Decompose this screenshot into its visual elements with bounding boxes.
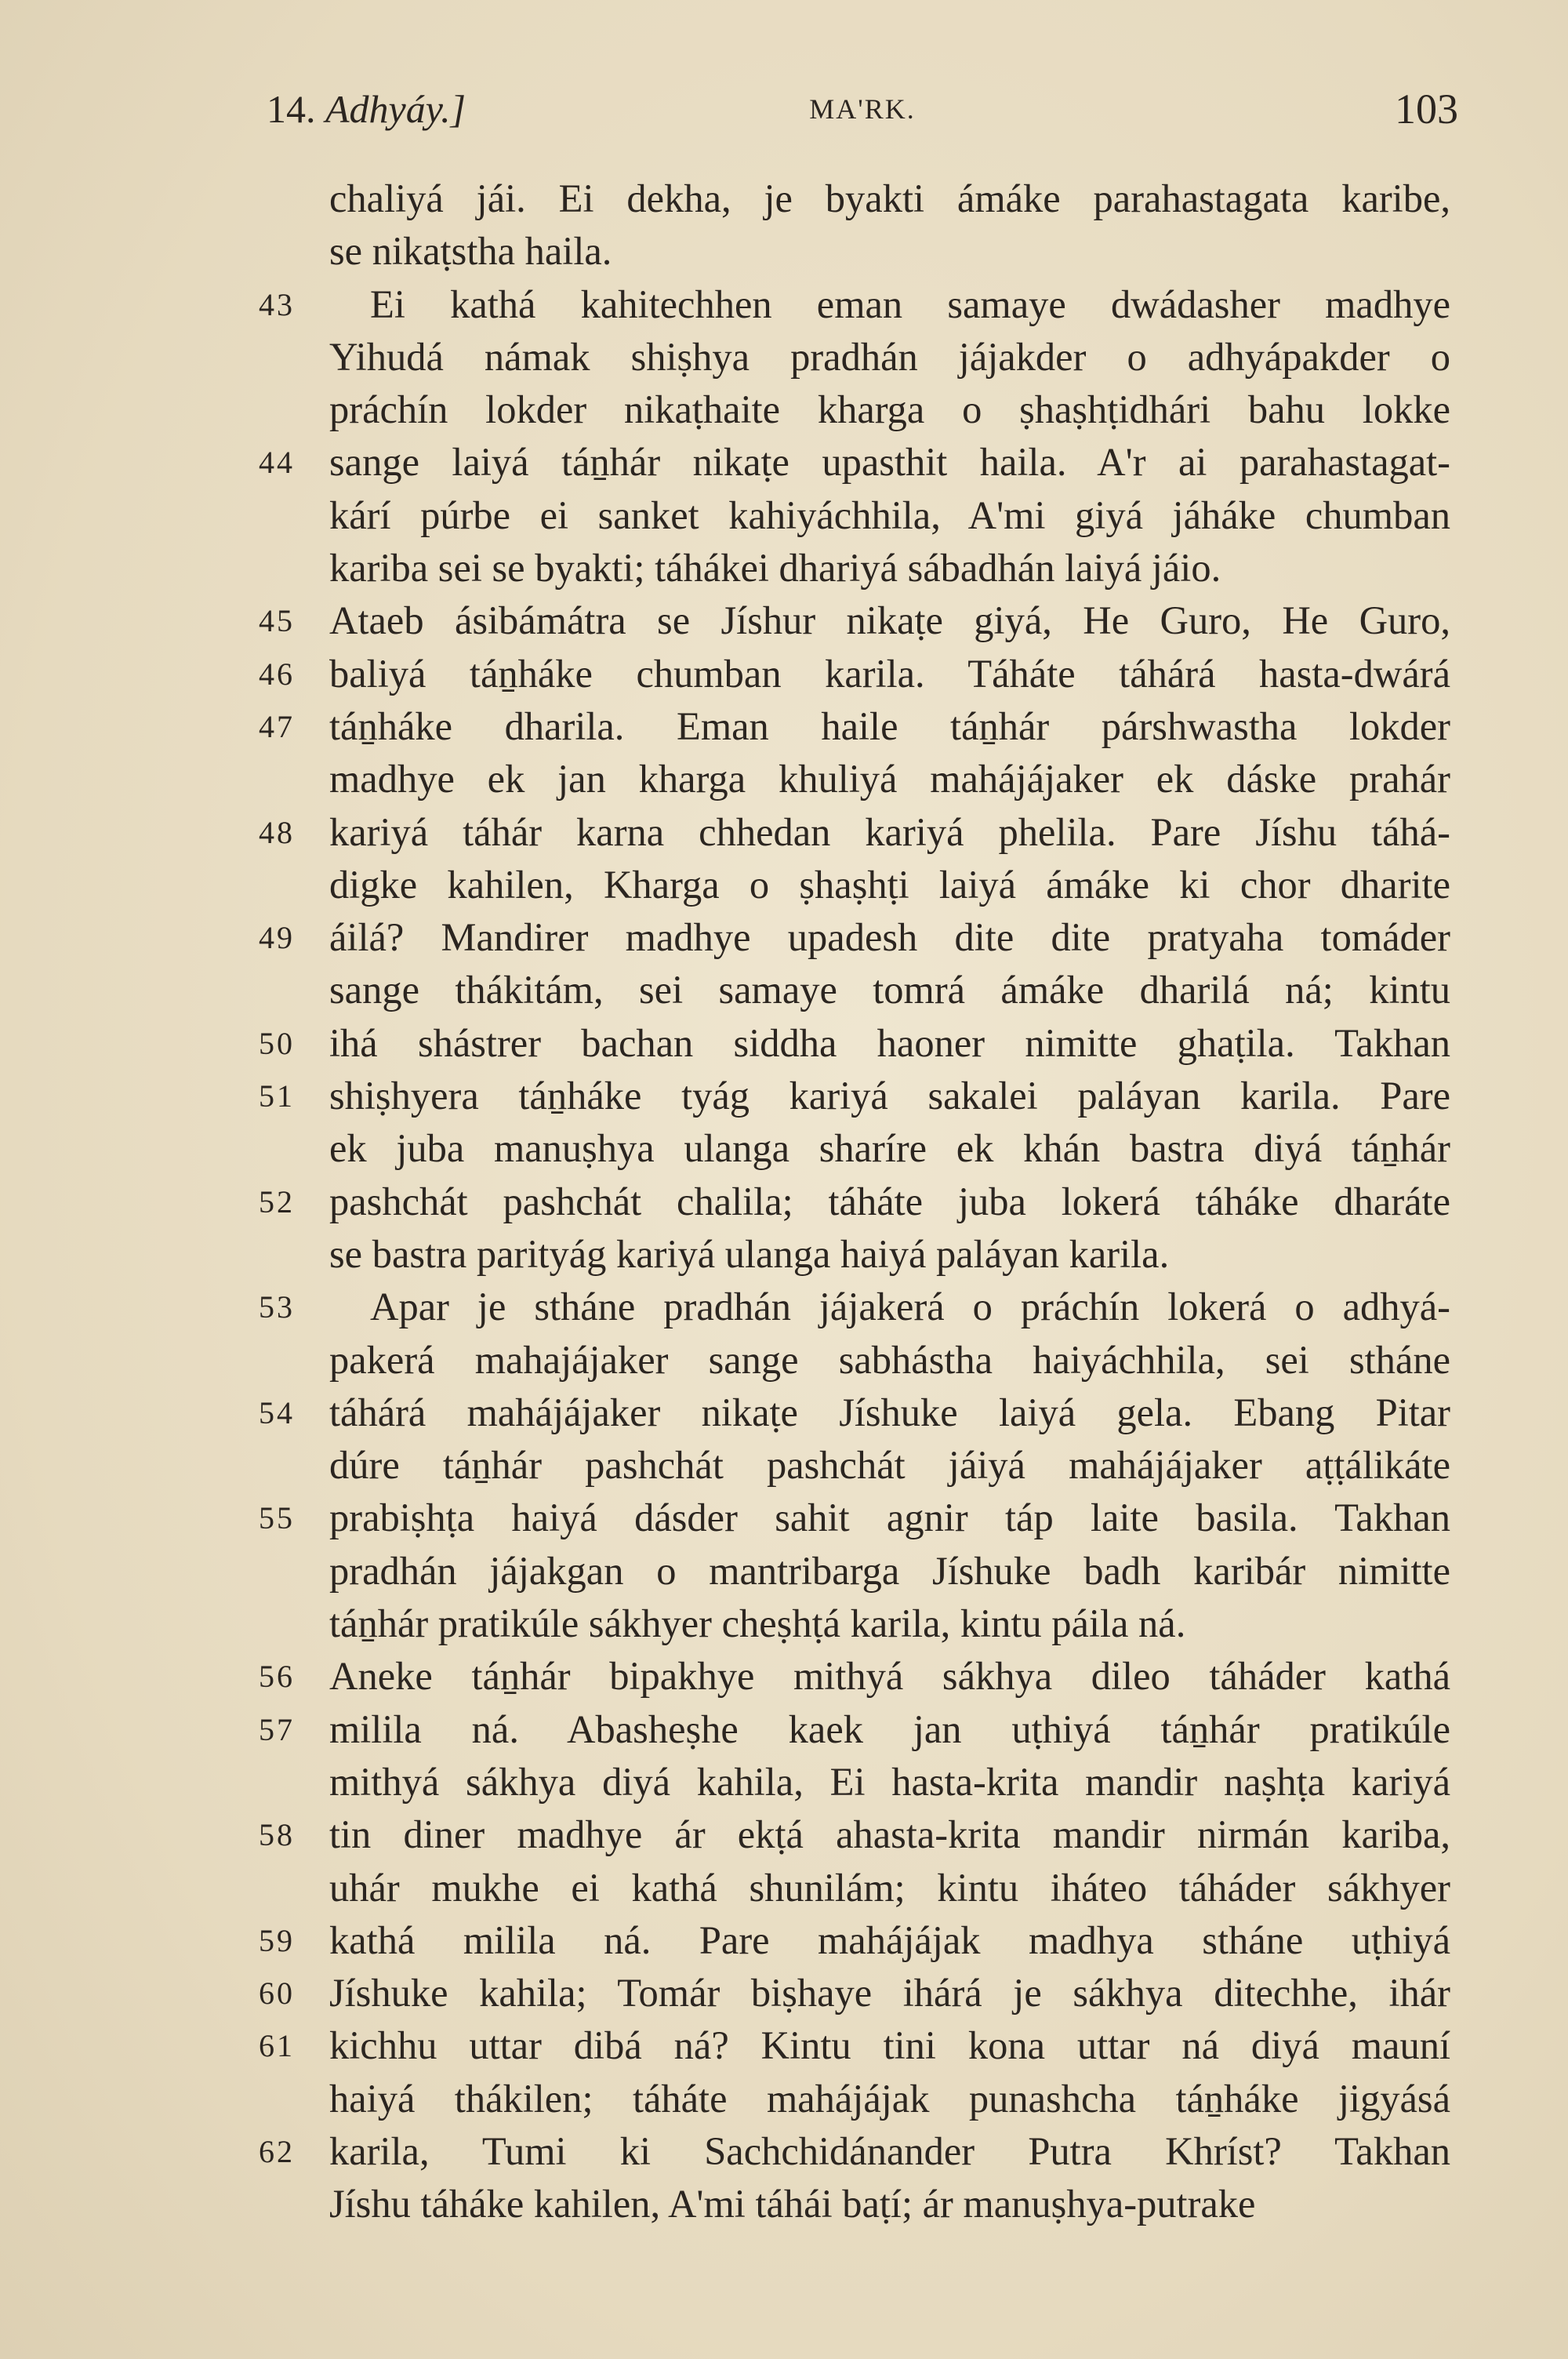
- verse-number: 49: [259, 920, 295, 956]
- text-line: [259, 700, 1450, 753]
- verse-number: 59: [259, 1922, 295, 1958]
- text-line: [259, 806, 1450, 859]
- line-text: Jíshuke kahila; Tomár biṣhaye ihárá je sákhya ditechhe, ihár: [329, 1971, 1450, 2016]
- text-line: [259, 1281, 1450, 1333]
- text-line: [259, 1862, 1450, 1914]
- text-line: [259, 383, 1450, 436]
- chapter-word: Adhyáy.]: [325, 87, 466, 131]
- verse-number: 52: [259, 1183, 295, 1219]
- verse-number: 45: [259, 603, 295, 639]
- text-line: [259, 1914, 1450, 1967]
- text-line: [259, 2125, 1450, 2178]
- line-text: baliyá táṉháke chumban karila. Táháte táhárá hasta-dwárá: [329, 651, 1450, 696]
- verse-number: 61: [259, 2028, 295, 2064]
- text-line: [259, 278, 1450, 331]
- line-text: ihá shástrer bachan siddha haoner nimitte ghaṭila. Takhan: [329, 1020, 1450, 1065]
- running-title: MA'RK.: [809, 93, 916, 125]
- line-text: prabiṣhṭa haiyá dásder sahit agnir táp laite basila. Takhan: [329, 1496, 1450, 1540]
- verse-number: 50: [259, 1025, 295, 1061]
- line-text: se nikaṭstha haila.: [329, 229, 612, 274]
- verse-number: 57: [259, 1711, 295, 1747]
- line-text: digke kahilen, Kharga o ṣhaṣhṭi laiyá ámáke ki chor dharite: [329, 862, 1450, 907]
- verse-number: 55: [259, 1500, 295, 1536]
- text-line: [259, 1122, 1450, 1175]
- line-text: uhár mukhe ei kathá shunilám; kintu iháteo táháder sákhyer: [329, 1865, 1450, 1910]
- line-text: milila ná. Abasheṣhe kaek jan uṭhiyá táṉhár pratikúle: [329, 1707, 1450, 1751]
- page-number: 103: [1395, 85, 1458, 133]
- text-line: [259, 1808, 1450, 1861]
- line-text: tin diner madhye ár ekṭá ahasta-krita mandir nirmán kariba,: [329, 1812, 1450, 1857]
- text-line: [259, 859, 1450, 911]
- line-text: kariba sei se byakti; táhákei dhariyá sábadhán laiyá jáio.: [329, 546, 1221, 591]
- line-text: kichhu uttar dibá ná? Kintu tini kona uttar ná diyá mauní: [329, 2023, 1450, 2068]
- line-text: shiṣhyera táṉháke tyág kariyá sakalei paláyan karila. Pare: [329, 1074, 1450, 1118]
- text-line: [259, 1703, 1450, 1756]
- verse-number: 58: [259, 1817, 295, 1853]
- line-text: se bastra parityág kariyá ulanga haiyá paláyan karila.: [329, 1231, 1170, 1276]
- text-line: [259, 1439, 1450, 1492]
- line-text: pashchát pashchát chalila; táháte juba lokerá táháke dharáte: [329, 1179, 1450, 1223]
- line-text: haiyá thákilen; táháte mahájájak punashcha táṉháke jigyásá: [329, 2076, 1450, 2121]
- line-text: kárí púrbe ei sanket kahiyáchhila, A'mi giyá jáháke chumban: [329, 493, 1450, 537]
- text-line: [259, 1650, 1450, 1703]
- text-line: [259, 1756, 1450, 1808]
- text-line: [259, 436, 1450, 489]
- text-line: [259, 594, 1450, 647]
- line-text: Ataeb ásibámátra se Jíshur nikaṭe giyá, He Guro, He Guro,: [329, 598, 1450, 643]
- text-line: [259, 911, 1450, 964]
- verse-number: 53: [259, 1289, 295, 1325]
- text-line: [259, 753, 1450, 805]
- line-text: sange thákitám, sei samaye tomrá ámáke dharilá ná; kintu: [329, 968, 1450, 1012]
- running-header: [267, 82, 1458, 136]
- line-text: Jíshu táháke kahilen, A'mi táhái baṭí; ár manuṣhya-putrake: [329, 2182, 1256, 2226]
- verse-number: 44: [259, 445, 295, 481]
- text-line: [259, 1598, 1450, 1650]
- text-line: [259, 1545, 1450, 1598]
- line-text: ek juba manuṣhya ulanga sharíre ek khán bastra diyá táṉhár: [329, 1126, 1450, 1171]
- verse-number: 56: [259, 1659, 295, 1695]
- line-text: madhye ek jan kharga khuliyá mahájájaker ek dáske prahár: [329, 757, 1450, 801]
- text-line: [259, 1334, 1450, 1387]
- text-line: [259, 225, 1450, 278]
- line-text: táṉháke dharila. Eman haile táṉhár párshwastha lokder: [329, 703, 1450, 748]
- text-line: [259, 648, 1450, 700]
- verse-number: 60: [259, 1976, 295, 2012]
- text-line: [259, 1070, 1450, 1122]
- text-line: [259, 1492, 1450, 1544]
- line-text: kariyá táhár karna chhedan kariyá phelila. Pare Jíshu táhá-: [329, 809, 1450, 854]
- line-text: dúre táṉhár pashchát pashchát jáiyá mahájájaker aṭṭálikáte: [329, 1443, 1450, 1488]
- text-line: [259, 489, 1450, 542]
- verse-number: 47: [259, 708, 295, 744]
- line-text: práchín lokder nikaṭhaite kharga o ṣhaṣhṭidhári bahu lokke: [329, 387, 1450, 432]
- text-line: [259, 1176, 1450, 1228]
- line-text: karila, Tumi ki Sachchidánander Putra Khríst? Takhan: [329, 2128, 1450, 2173]
- line-text: pradhán jájakgan o mantribarga Jíshuke badh karibár nimitte: [329, 1548, 1450, 1593]
- text-line: [259, 1017, 1450, 1070]
- line-text: Ei kathá kahitechhen eman samaye dwádasher madhye: [370, 282, 1450, 326]
- chapter-number: 14.: [267, 87, 316, 131]
- verse-number: 48: [259, 814, 295, 850]
- text-line: [259, 331, 1450, 383]
- verse-number: 51: [259, 1078, 295, 1114]
- text-line: [259, 2178, 1450, 2230]
- line-text: Yihudá námak shiṣhya pradhán jájakder o adhyápakder o: [329, 334, 1450, 379]
- text-line: [259, 1228, 1450, 1281]
- text-line: [259, 2019, 1450, 2072]
- line-text: sange laiyá táṉhár nikaṭe upasthit haila. A'r ai parahastagat-: [329, 440, 1450, 485]
- verse-number: 62: [259, 2133, 295, 2169]
- text-body: [259, 173, 1450, 2231]
- text-line: [259, 542, 1450, 594]
- verse-number: 43: [259, 286, 295, 322]
- text-line: [259, 964, 1450, 1016]
- text-line: [259, 173, 1450, 225]
- line-text: Apar je stháne pradhán jájakerá o práchín lokerá o adhyá-: [370, 1285, 1450, 1329]
- verse-number: 54: [259, 1394, 295, 1430]
- line-text: chaliyá jái. Ei dekha, je byakti ámáke parahastagata karibe,: [329, 176, 1450, 220]
- line-text: Aneke táṉhár bipakhye mithyá sákhya dileo táháder kathá: [329, 1654, 1450, 1699]
- text-line: [259, 1387, 1450, 1439]
- text-line: [259, 2073, 1450, 2125]
- line-text: pakerá mahajájaker sange sabhástha haiyáchhila, sei stháne: [329, 1337, 1450, 1382]
- line-text: kathá milila ná. Pare mahájájak madhya stháne uṭhiyá: [329, 1917, 1450, 1962]
- line-text: áilá? Mandirer madhye upadesh dite dite pratyaha tomáder: [329, 915, 1450, 960]
- line-text: mithyá sákhya diyá kahila, Ei hasta-krita mandir naṣhṭa kariyá: [329, 1759, 1450, 1804]
- line-text: táhárá mahájájaker nikaṭe Jíshuke laiyá gela. Ebang Pitar: [329, 1390, 1450, 1434]
- verse-number: 46: [259, 656, 295, 692]
- text-line: [259, 1967, 1450, 2019]
- line-text: táṉhár pratikúle sákhyer cheṣhṭá karila, kintu páila ná.: [329, 1601, 1186, 1646]
